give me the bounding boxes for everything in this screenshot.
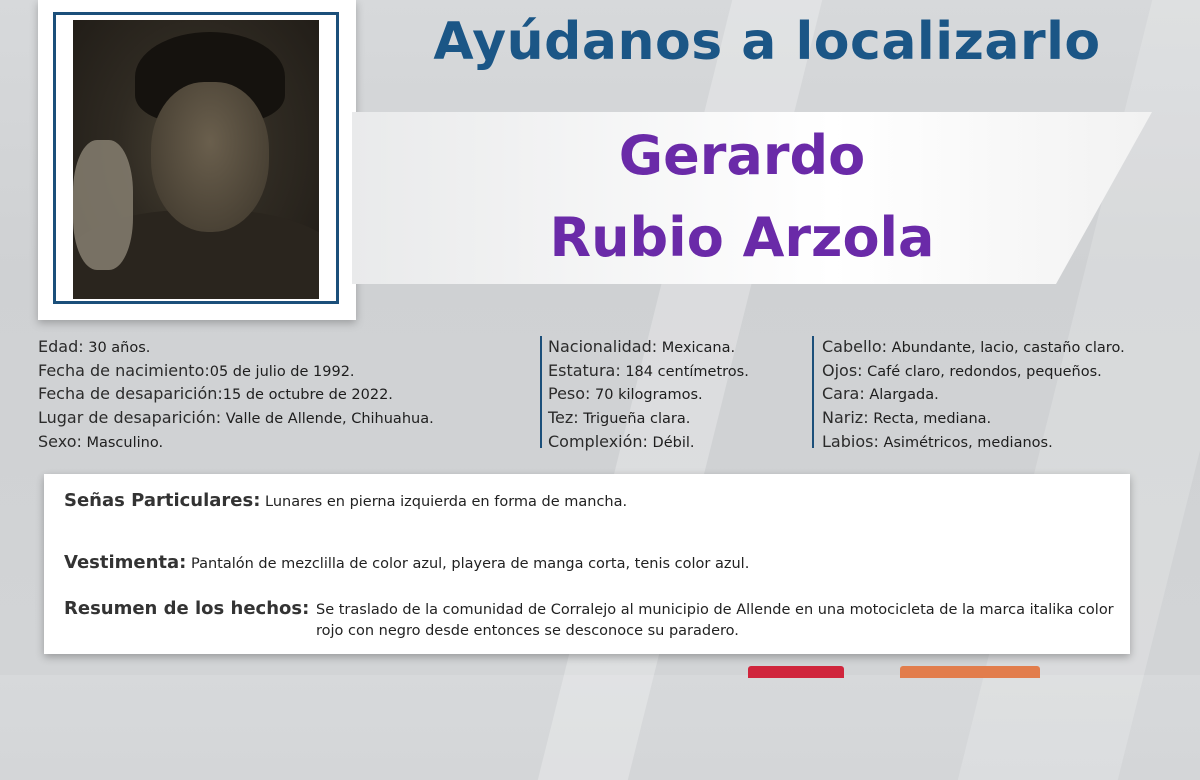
- info-value: Mexicana.: [657, 340, 736, 356]
- photo-frame: [38, 0, 356, 320]
- distinctive-marks-value: Lunares en pierna izquierda en forma de mancha.: [260, 494, 628, 510]
- info-value: 05 de julio de 1992.: [209, 363, 355, 380]
- info-label: Complexión:: [548, 431, 648, 451]
- summary-value: Se traslado de la comunidad de Corralejo al municipio de Allende en una motocicleta de la marca italika color rojo con negro desde entonces se desconoce su paradero.: [316, 602, 1114, 639]
- info-row-build: [548, 431, 749, 455]
- info-value: 70 kilogramos.: [590, 387, 703, 404]
- info-row-eyes: [822, 360, 1125, 384]
- info-label: Ojos:: [822, 360, 863, 380]
- photo-hand: [73, 140, 133, 270]
- general-info-column: [38, 336, 434, 455]
- clothing-row: [64, 552, 749, 573]
- info-label: Tez:: [548, 408, 579, 428]
- info-row-weight: [548, 383, 749, 407]
- info-value: Recta, mediana.: [868, 411, 992, 428]
- info-row-height: [548, 360, 749, 384]
- person-first-name: Gerardo: [618, 124, 866, 187]
- info-label: Estatura:: [548, 360, 621, 380]
- clothing-value: Pantalón de mezclilla de color azul, playera de manga corta, tenis color azul.: [186, 556, 750, 572]
- info-value: 184 centímetros.: [620, 363, 749, 380]
- info-label: Nariz:: [822, 408, 869, 428]
- info-row-age: [38, 336, 434, 360]
- info-row-disappearance-place: [38, 407, 434, 431]
- distinctive-marks-row: [64, 490, 627, 511]
- info-value: Alargada.: [864, 387, 939, 404]
- info-label: Fecha de nacimiento:: [38, 360, 210, 380]
- info-label: Edad:: [38, 337, 84, 356]
- info-label: Cara:: [822, 384, 865, 404]
- emergency-logo: [748, 666, 844, 678]
- info-label: Lugar de desaparición:: [38, 408, 222, 428]
- agency-logo: [900, 666, 1040, 678]
- info-value: Débil.: [647, 434, 695, 451]
- clothing-label: Vestimenta:: [64, 552, 187, 573]
- info-label: Peso:: [548, 384, 591, 404]
- person-photo: [73, 20, 319, 299]
- distinctive-marks-label: Señas Particulares:: [64, 490, 261, 511]
- info-value: Café claro, redondos, pequeños.: [862, 363, 1102, 380]
- info-value: Trigueña clara.: [578, 411, 691, 428]
- info-row-hair: [822, 336, 1125, 360]
- info-row-face: [822, 383, 1125, 407]
- info-value: Masculino.: [81, 434, 164, 451]
- info-label: Labios:: [822, 431, 879, 451]
- info-row-nationality: [548, 336, 749, 360]
- page-heading: Ayúdanos a localizarlo: [433, 12, 1101, 72]
- details-card: [44, 474, 1130, 654]
- info-value: Valle de Allende, Chihuahua.: [221, 411, 434, 428]
- info-label: Nacionalidad:: [548, 337, 658, 356]
- info-row-sex: [38, 431, 434, 455]
- info-value: 30 años.: [83, 340, 151, 356]
- info-row-birthdate: [38, 360, 434, 384]
- info-value: Abundante, lacio, castaño claro.: [887, 340, 1125, 356]
- info-row-lips: [822, 431, 1125, 455]
- info-label: Sexo:: [38, 431, 82, 451]
- info-label: Cabello:: [822, 337, 888, 356]
- info-row-complexion-tone: [548, 407, 749, 431]
- features-info-column: [812, 336, 1125, 451]
- summary-row: [64, 598, 309, 619]
- info-row-disappearance-date: [38, 383, 434, 407]
- info-value: Asimétricos, medianos.: [878, 434, 1053, 451]
- info-label: Fecha de desaparición:: [38, 384, 223, 404]
- info-row-nose: [822, 407, 1125, 431]
- photo-border: [53, 12, 339, 304]
- summary-label: Resumen de los hechos:: [64, 598, 310, 619]
- person-last-names: Rubio Arzola: [549, 206, 935, 269]
- info-value: 15 de octubre de 2022.: [222, 387, 393, 404]
- physical-info-column: [540, 336, 749, 451]
- photo-face: [151, 82, 269, 232]
